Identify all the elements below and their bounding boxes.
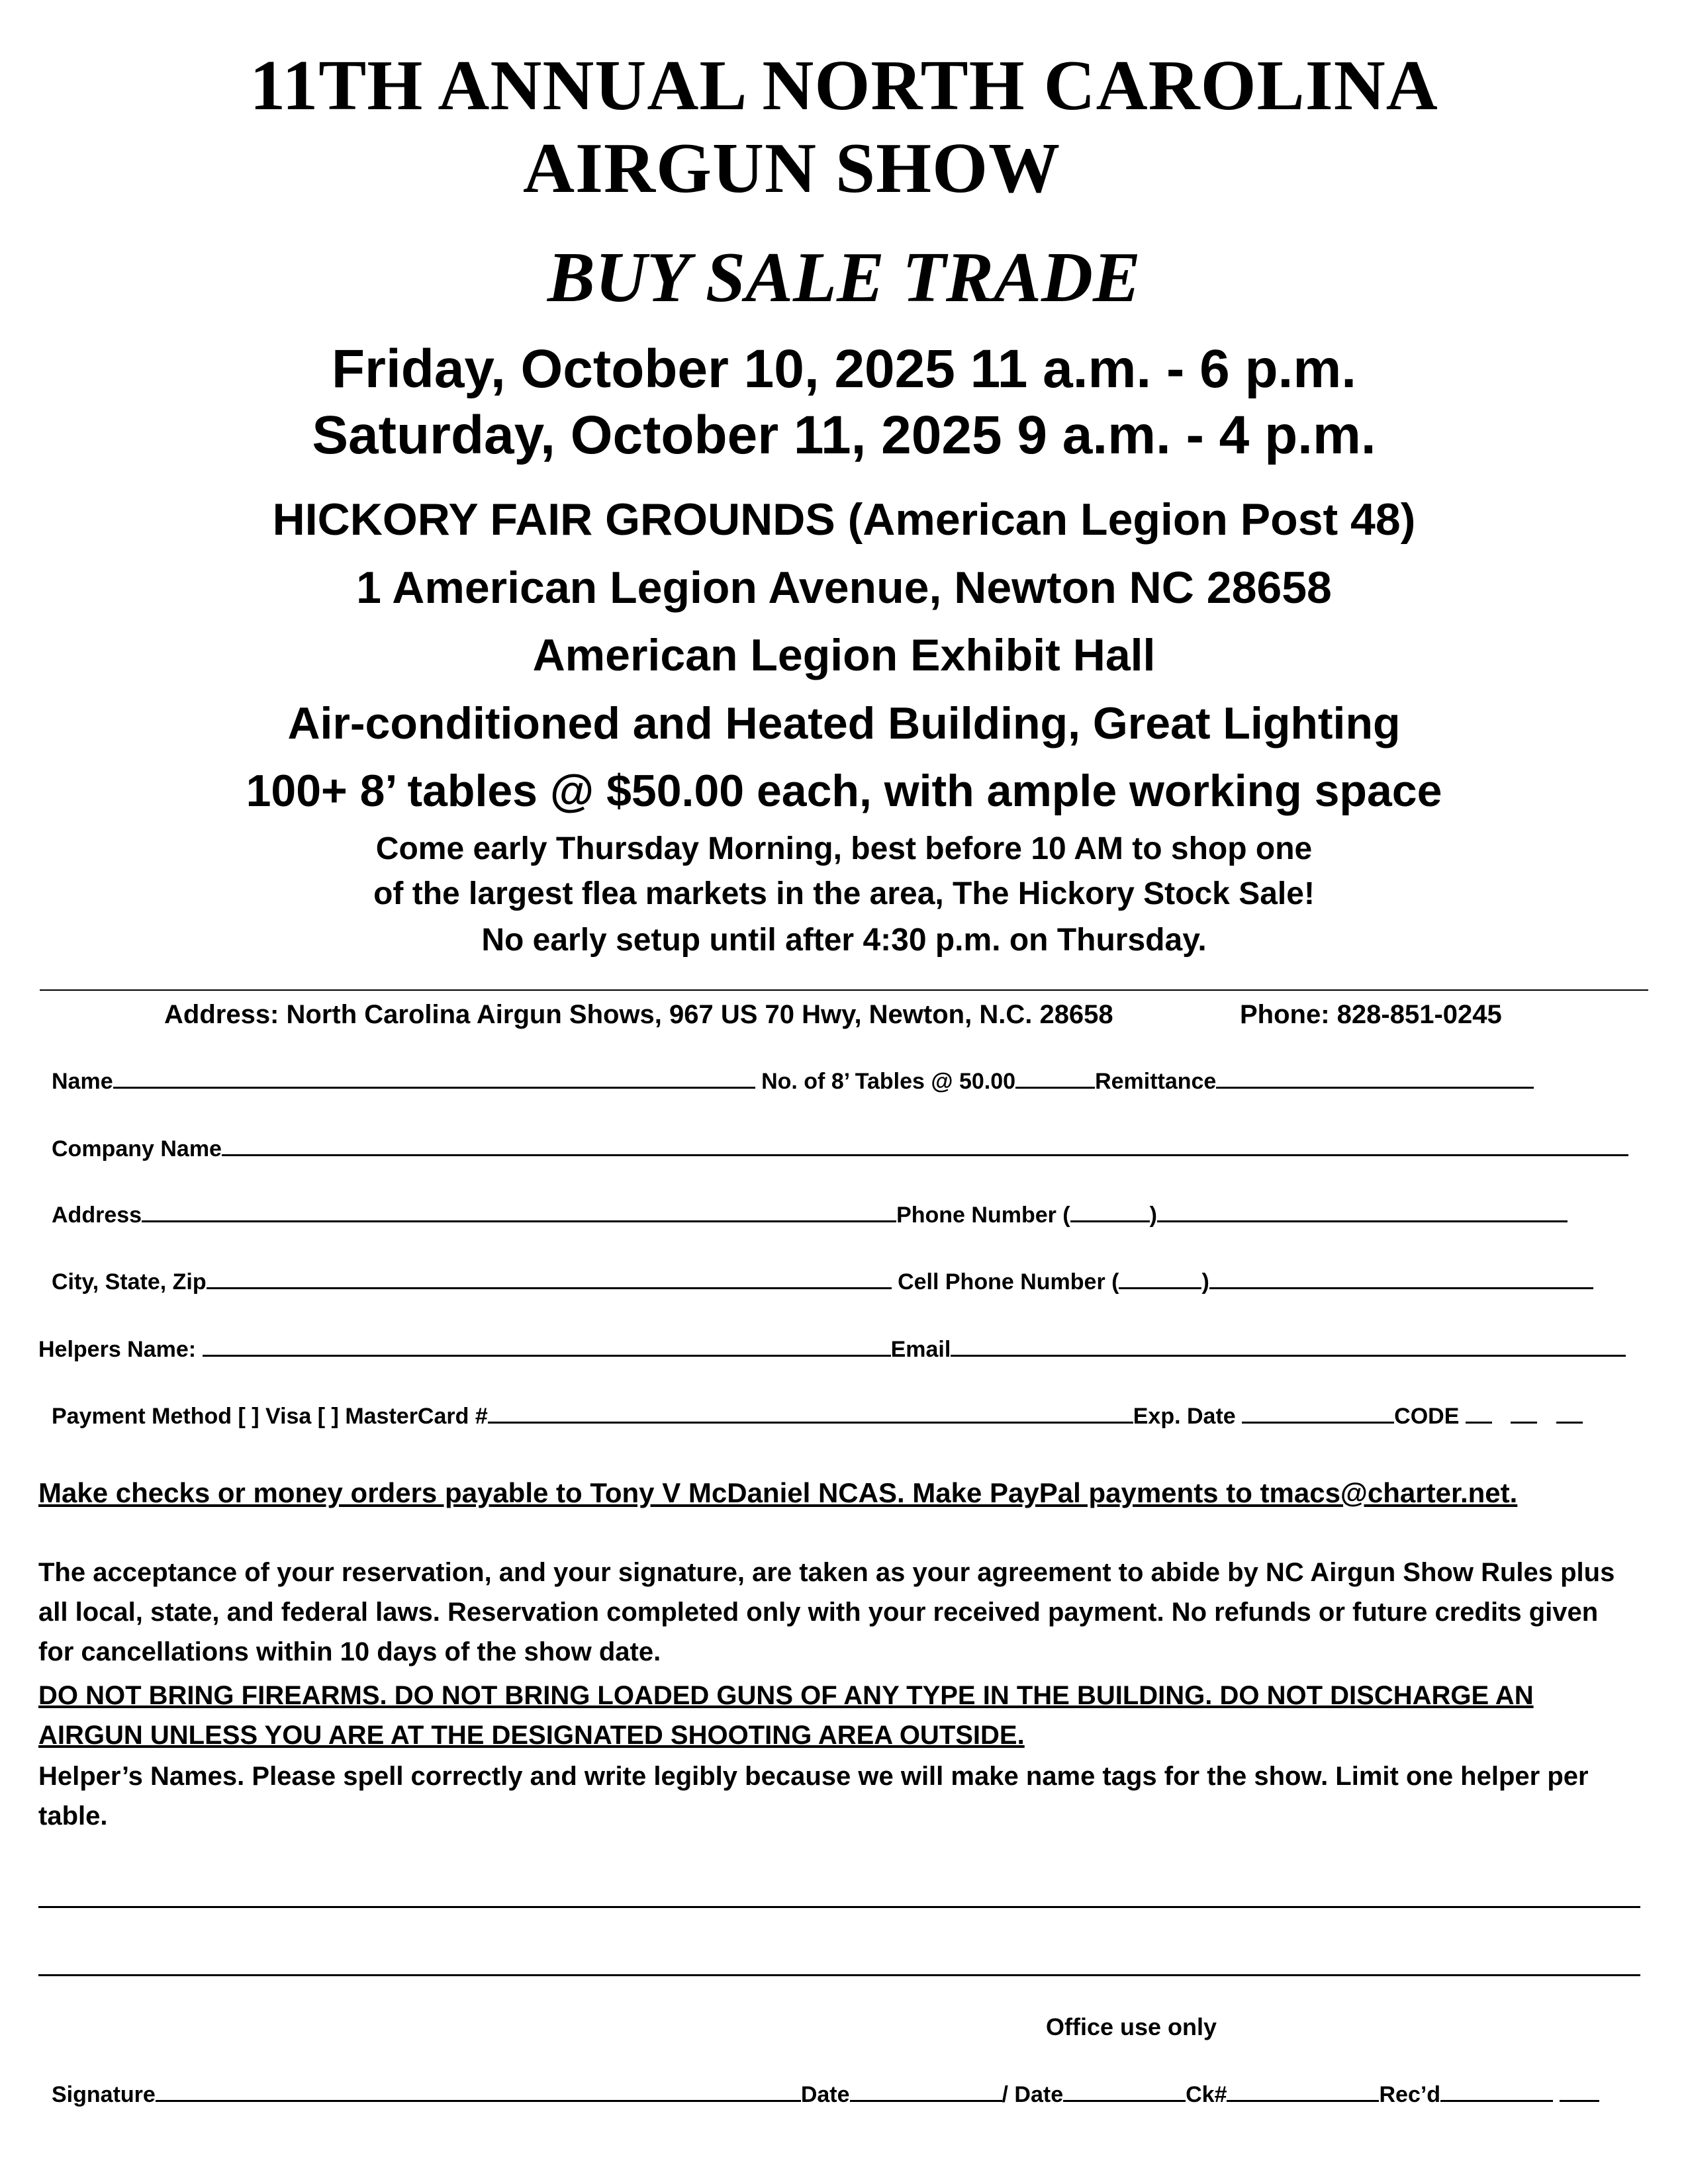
helper-name-line-2[interactable] [38,1974,1640,1976]
signature-row [52,2080,1599,2109]
phone-close: ) [1149,1203,1157,1228]
code-label: CODE [1394,1404,1460,1429]
phone-area-field[interactable] [1070,1201,1150,1222]
tables-field[interactable] [1015,1067,1095,1089]
card-number-field[interactable] [488,1402,1133,1424]
date-saturday: Saturday, October 11, 2025 9 a.m. - 4 p.m. [312,405,1376,465]
early-note-line-3: No early setup until after 4:30 p.m. on Thursday. [481,923,1207,958]
city-field[interactable] [207,1267,892,1289]
exp-label: Exp. Date [1133,1404,1236,1429]
date-friday: Friday, October 10, 2025 11 a.m. - 6 p.m. [331,339,1357,399]
contact-phone: Phone: 828-851-0245 [1240,1000,1502,1029]
divider [40,989,1648,991]
city-row [52,1267,1593,1297]
date-label: Date [800,2082,850,2107]
remittance-label: Remittance [1095,1069,1217,1094]
phone-label: Phone Number ( [896,1203,1070,1228]
tables-pricing: 100+ 8’ tables @ $50.00 each, with ample working space [246,766,1442,816]
helper-name-line-1[interactable] [38,1906,1640,1908]
code-field-2[interactable] [1511,1402,1537,1424]
received-field[interactable] [1440,2080,1553,2102]
venue-address: 1 American Legion Avenue, Newton NC 28658 [356,563,1332,613]
email-field[interactable] [951,1335,1626,1357]
city-label: City, State, Zip [52,1269,207,1295]
received-initials-field[interactable] [1560,2080,1599,2102]
code-field-3[interactable] [1556,1402,1583,1424]
helpers-note: Helper’s Names. Please spell correctly and write legibly because we will make name tags for the show. Limit one helper per table. [38,1762,1589,1831]
office-use-label: Office use only [1046,2013,1217,2040]
helpers-label: Helpers Name: [38,1337,197,1362]
payment-label: Payment Method [ ] Visa [ ] MasterCard # [52,1404,488,1429]
tables-label: No. of 8’ Tables @ 50.00 [761,1069,1016,1094]
title-line-2: AIRGUN SHOW [523,129,1061,208]
mailing-address: Address: North Carolina Airgun Shows, 967 US 70 Hwy, Newton, N.C. 28658 [164,1000,1113,1029]
cell-label: Cell Phone Number ( [898,1269,1119,1295]
phone-field[interactable] [1157,1201,1568,1222]
early-note-line-1: Come early Thursday Morning, best before 10 AM to shop one [375,831,1313,866]
venue-name: HICKORY FAIR GROUNDS (American Legion Post 48) [272,494,1416,545]
exp-field[interactable] [1242,1402,1394,1424]
date-field[interactable] [850,2080,1002,2102]
email-label: Email [890,1337,951,1362]
remittance-field[interactable] [1216,1067,1534,1089]
office-date-label: / Date [1002,2082,1064,2107]
name-field[interactable] [113,1067,755,1089]
cell-field[interactable] [1209,1267,1593,1289]
tagline: BUY SALE TRADE [547,238,1141,317]
company-label: Company Name [52,1136,222,1161]
code-field-1[interactable] [1466,1402,1492,1424]
received-label: Rec’d [1379,2082,1441,2107]
payment-row [52,1402,1583,1431]
payable-note: Make checks or money orders payable to Tony V McDaniel NCAS. Make PayPal payments to tmacs@charter.net. [38,1477,1518,1508]
address-label: Address [52,1203,142,1228]
terms-paragraph: The acceptance of your reservation, and your signature, are taken as your agreement to abide by NC Airgun Show Rules plus all local, state, and federal laws. Reservation completed only with your received payment. No refunds or future credits given for cancellations within 10 days of the show date. [38,1558,1615,1666]
address-row [52,1201,1568,1230]
cell-area-field[interactable] [1119,1267,1201,1289]
company-field[interactable] [222,1134,1628,1156]
office-date-field[interactable] [1063,2080,1186,2102]
helpers-field[interactable] [203,1335,891,1357]
signature-field[interactable] [156,2080,801,2102]
title-line-1: 11TH ANNUAL NORTH CAROLINA [250,46,1438,125]
venue-hall: American Legion Exhibit Hall [532,630,1156,680]
check-number-field[interactable] [1227,2080,1379,2102]
name-row [52,1067,1534,1096]
address-field[interactable] [142,1201,896,1222]
safety-warning: DO NOT BRING FIREARMS. DO NOT BRING LOADED GUNS OF ANY TYPE IN THE BUILDING. DO NOT DISCHARGE AN AIRGUN UNLESS YOU ARE AT THE DESIGNATED SHOOTING AREA OUTSIDE. [38,1681,1534,1750]
venue-features: Air-conditioned and Heated Building, Great Lighting [287,698,1401,749]
cell-close: ) [1201,1269,1209,1295]
check-number-label: Ck# [1186,2082,1227,2107]
name-label: Name [52,1069,113,1094]
helpers-row [38,1335,1626,1364]
company-row [52,1134,1628,1163]
early-note-line-2: of the largest flea markets in the area, The Hickory Stock Sale! [373,876,1315,911]
signature-label: Signature [52,2082,156,2107]
